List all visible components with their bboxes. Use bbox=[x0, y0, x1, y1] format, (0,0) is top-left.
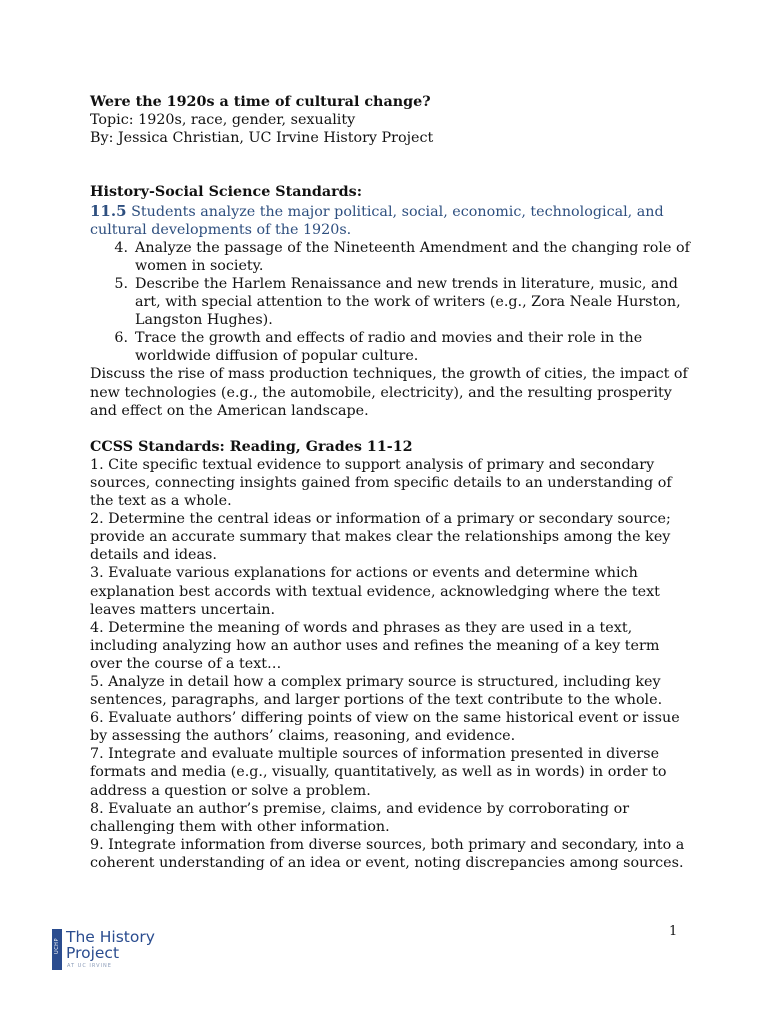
hss-heading: History-Social Science Standards: bbox=[90, 184, 363, 201]
logo-line-3: AT UC IRVINE bbox=[67, 963, 112, 969]
logo-bar bbox=[52, 929, 62, 970]
list-item bbox=[90, 239, 690, 275]
discuss-paragraph: Discuss the rise of mass production techniques, the growth of cities, the impact of new technologies (e.g., the automobile, electricity), and the resulting prosperity and effect on the American landscape. bbox=[90, 366, 688, 419]
ccss-item: 8. Evaluate an author’s premise, claims, and evidence by corroborating or challenging them with other information. bbox=[90, 800, 630, 835]
ccss-item: 4. Determine the meaning of words and phrases as they are used in a text, including analyzing how an author uses and refines the meaning of a key term over the course of a text… bbox=[90, 619, 660, 672]
list-item bbox=[90, 329, 690, 365]
ccss-item: 7. Integrate and evaluate multiple sources of information presented in diverse formats and media (e.g., visually, quantitatively, as well as in words) in order to address a question or solve a problem. bbox=[90, 746, 667, 799]
ccss-heading: CCSS Standards: Reading, Grades 11-12 bbox=[90, 438, 413, 455]
logo-line-2: Project bbox=[66, 944, 120, 962]
standard-number: 11.5 bbox=[90, 201, 127, 220]
ccss-item: 2. Determine the central ideas or information of a primary or secondary source; provide an accurate summary that makes clear the relationships among the key details and ideas. bbox=[90, 511, 671, 564]
list-number: 5. bbox=[114, 275, 128, 292]
ccss-item: 5. Analyze in detail how a complex primary source is structured, including key sentences, paragraphs, and larger portions of the text contribute to the whole. bbox=[90, 674, 663, 709]
hss-sub-list bbox=[90, 239, 690, 366]
logo-bar-text: UCHP bbox=[54, 938, 60, 954]
ccss-item: 3. Evaluate various explanations for actions or events and determine which explanation best accords with textual evidence, acknowledging where the text leaves matters uncertain. bbox=[90, 565, 660, 618]
list-item bbox=[90, 275, 690, 329]
list-number: 6. bbox=[114, 330, 128, 347]
history-project-logo bbox=[52, 929, 162, 971]
list-number: 4. bbox=[114, 239, 128, 256]
list-text: Analyze the passage of the Nineteenth Amendment and the changing role of women in society. bbox=[135, 239, 690, 274]
logo-line-1: The History bbox=[66, 928, 155, 946]
ccss-item: 6. Evaluate authors’ differing points of view on the same historical event or issue by assessing the authors’ claims, reasoning, and evidence. bbox=[90, 710, 680, 745]
list-text: Trace the growth and effects of radio and movies and their role in the worldwide diffusion of popular culture. bbox=[135, 330, 643, 365]
document-title: Were the 1920s a time of cultural change? bbox=[90, 94, 431, 110]
list-text: Describe the Harlem Renaissance and new trends in literature, music, and art, with special attention to the work of writers (e.g., Zora Neale Hurston, Langston Hughes). bbox=[135, 275, 681, 329]
document-body bbox=[90, 93, 690, 872]
standard-text: Students analyze the major political, social, economic, technological, and cultural developments of the 1920s. bbox=[90, 203, 664, 238]
ccss-item: 9. Integrate information from diverse sources, both primary and secondary, into a coherent understanding of an idea or event, noting discrepancies among sources. bbox=[90, 836, 685, 871]
topic-line: Topic: 1920s, race, gender, sexuality bbox=[90, 112, 356, 129]
ccss-item: 1. Cite specific textual evidence to support analysis of primary and secondary sources, connecting insights gained from specific details to an understanding of the text as a whole. bbox=[90, 456, 672, 510]
author-line: By: Jessica Christian, UC Irvine History Project bbox=[90, 130, 434, 147]
page-number: 1 bbox=[669, 924, 678, 939]
standard-11-5 bbox=[90, 202, 690, 239]
